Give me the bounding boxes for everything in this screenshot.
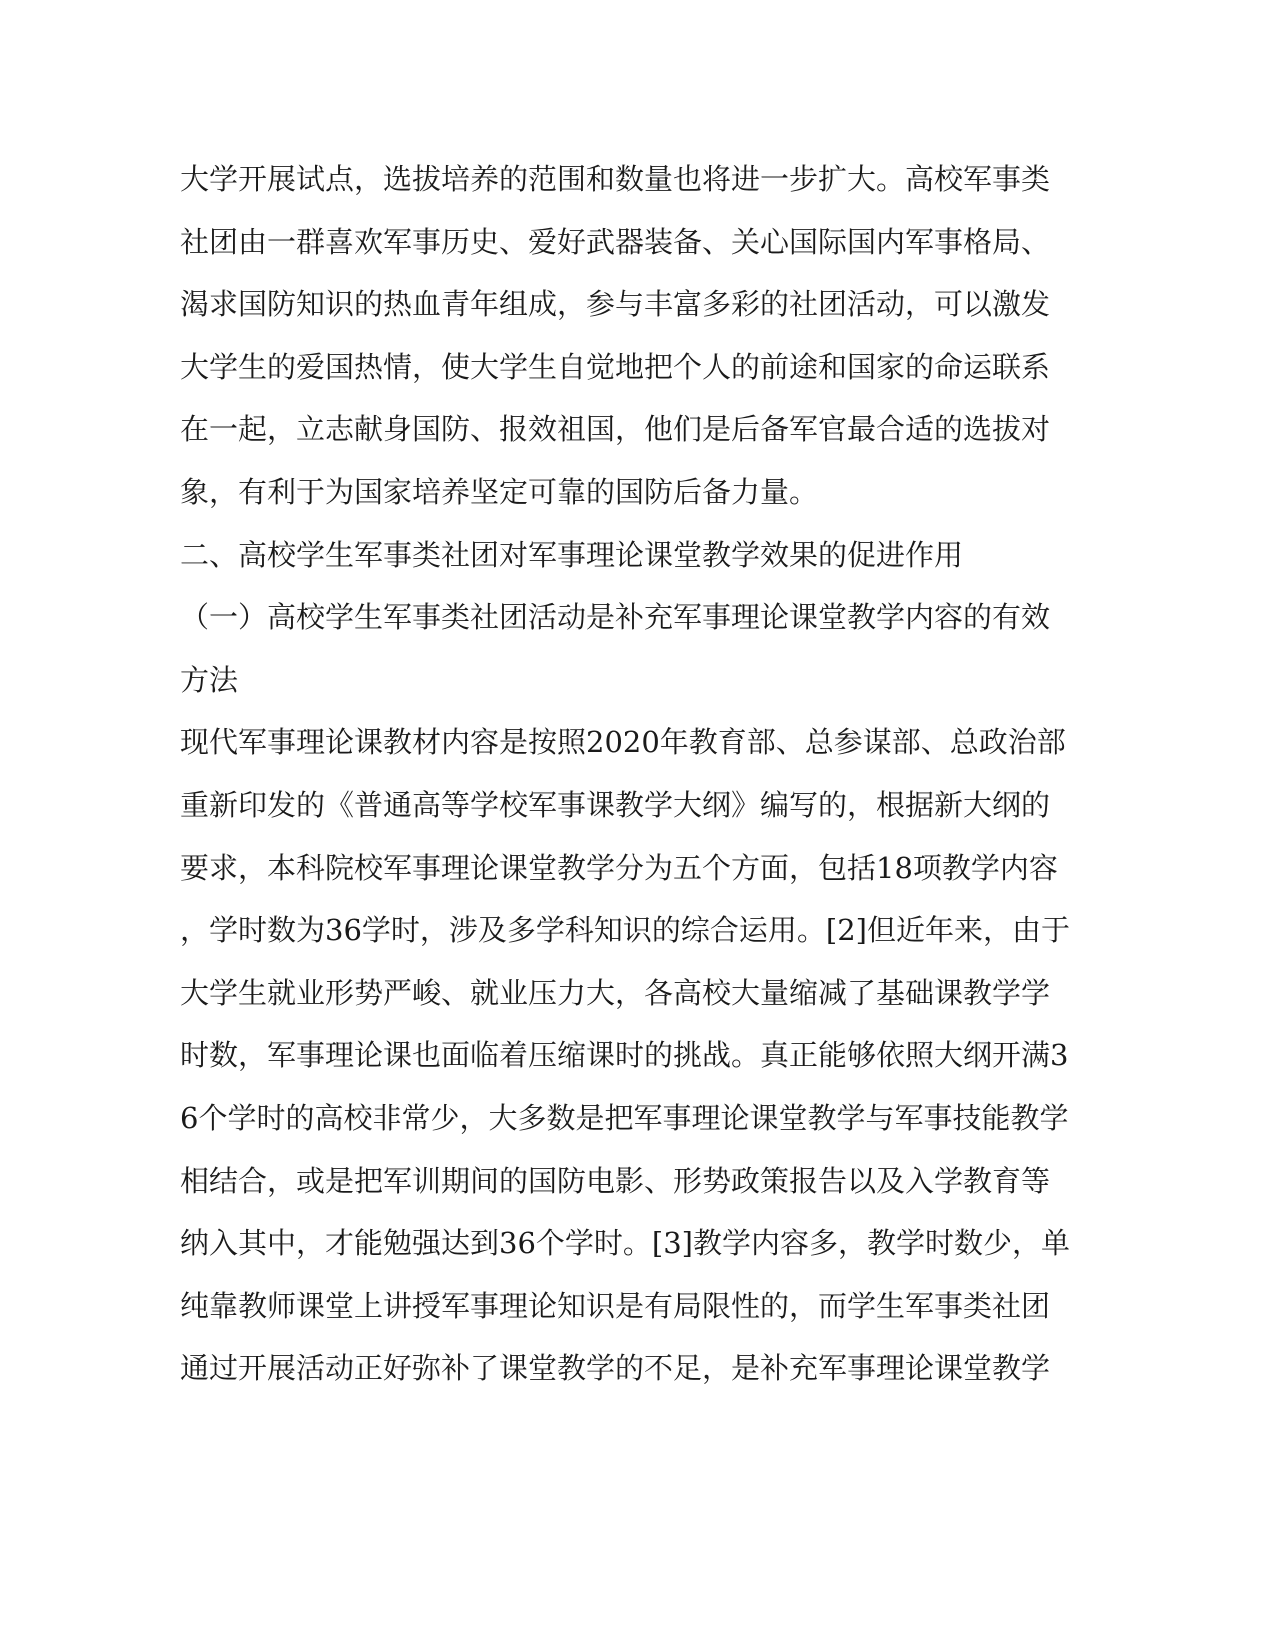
text-line: 纯靠教师课堂上讲授军事理论知识是有局限性的，而学生军事类社团 — [180, 1288, 1051, 1323]
text-line: 重新印发的《普通高等学校军事课教学大纲》编写的，根据新大纲的 — [180, 787, 1051, 822]
text-line: 6个学时的高校非常少，大多数是把军事理论课堂教学与军事技能教学 — [180, 1100, 1069, 1135]
subsection-heading-continued: 方法 — [180, 662, 239, 697]
text-line: 社团由一群喜欢军事历史、爱好武器装备、关心国际国内军事格局、 — [180, 224, 1051, 259]
subsection-heading: （一）高校学生军事类社团活动是补充军事理论课堂教学内容的有效 — [180, 600, 1051, 635]
text-line: 现代军事理论课教材内容是按照2020年教育部、总参谋部、总政治部 — [180, 725, 1066, 760]
text-line: 纳入其中，才能勉强达到36个学时。[3]教学内容多，教学时数少，单 — [180, 1226, 1070, 1261]
text-line: 大学生就业形势严峻、就业压力大，各高校大量缩减了基础课教学学 — [180, 975, 1051, 1010]
section-heading: 二、高校学生军事类社团对军事理论课堂教学效果的促进作用 — [180, 537, 964, 572]
body-text — [180, 148, 1070, 1400]
text-line: 在一起，立志献身国防、报效祖国，他们是后备军官最合适的选拔对 — [180, 412, 1051, 447]
text-line: 时数，军事理论课也面临着压缩课时的挑战。真正能够依照大纲开满3 — [180, 1038, 1069, 1073]
text-line: 大学生的爱国热情，使大学生自觉地把个人的前途和国家的命运联系 — [180, 349, 1051, 384]
text-line: 要求，本科院校军事理论课堂教学分为五个方面，包括18项教学内容 — [180, 850, 1058, 885]
text-line: ，学时数为36学时，涉及多学科知识的综合运用。[2]但近年来，由于 — [180, 913, 1070, 948]
text-line: 渴求国防知识的热血青年组成，参与丰富多彩的社团活动，可以激发 — [180, 287, 1051, 322]
text-line: 通过开展活动正好弥补了课堂教学的不足，是补充军事理论课堂教学 — [180, 1351, 1051, 1386]
text-line: 大学开展试点，选拔培养的范围和数量也将进一步扩大。高校军事类 — [180, 162, 1051, 196]
text-line: 象，有利于为国家培养坚定可靠的国防后备力量。 — [180, 474, 819, 509]
text-line: 相结合，或是把军训期间的国防电影、形势政策报告以及入学教育等 — [180, 1163, 1051, 1198]
